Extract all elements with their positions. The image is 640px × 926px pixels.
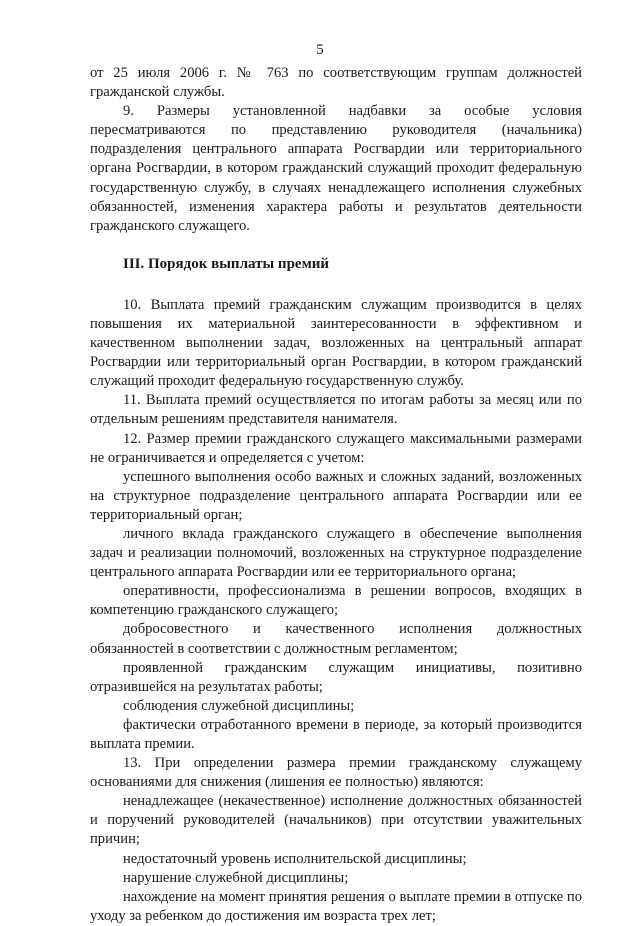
paragraph: проявленной гражданским служащим инициативы, позитивно отразившейся на результатах работы; [90, 659, 582, 695]
paragraph: 10. Выплата премий гражданским служащим производится в целях повышения их материальной заинтересованности в эффективном и качественном выполнении задач, возложенных на центральный аппарат Росгвардии или территориальный орган Росгвардии, в котором гражданский служащий проходит федеральную государственную службу. [90, 296, 582, 390]
paragraph: 13. При определении размера премии гражданскому служащему основаниями для снижения (лишения ее полностью) являются: [90, 755, 582, 791]
paragraph: соблюдения служебной дисциплины; [123, 697, 355, 714]
paragraph: 11. Выплата премий осуществляется по итогам работы за месяц или по отдельным решениям представителя нанимателя. [90, 392, 582, 428]
paragraph: ненадлежащее (некачественное) исполнение должностных обязанностей и поручений руководителей (начальников) при отсутствии уважительных причин; [90, 793, 582, 848]
paragraph: успешного выполнения особо важных и сложных заданий, возложенных на структурное подразделение центрального аппарата Росгвардии или ее территориальный орган; [90, 468, 582, 523]
page-number: 5 [316, 42, 324, 58]
paragraph: добросовестного и качественного исполнения должностных обязанностей в соответствии с должностным регламентом; [90, 621, 582, 657]
paragraph: нахождение на момент принятия решения о выплате премии в отпуске по уходу за ребенком до достижения им возраста трех лет; [90, 888, 582, 924]
document-body [90, 64, 582, 926]
paragraph: личного вклада гражданского служащего в обеспечение выполнения задач и реализации полномочий, возложенных на структурное подразделение центрального аппарата Росгвардии или ее территориального органа; [90, 525, 582, 581]
paragraph: нарушение служебной дисциплины; [123, 869, 349, 886]
paragraph: 9. Размеры установленной надбавки за особые условия пересматриваются по представлению руководителя (начальника) подразделения центрального аппарата Росгвардии или территориального органа Росгвардии, в котором гражданский служащий проходит федеральную государственную службу, в случаях ненадлежащего исполнения служебных обязанностей, изменения характера работы и результатов деятельности гражданского служащего. [90, 103, 582, 234]
section-heading: III. Порядок выплаты премий [123, 255, 330, 272]
paragraph: оперативности, профессионализма в решении вопросов, входящих в компетенцию гражданского служащего; [90, 583, 582, 619]
paragraph: фактически отработанного времени в периоде, за который производится выплата премии. [90, 716, 582, 752]
paragraph: 12. Размер премии гражданского служащего максимальными размерами не ограничивается и определяется с учетом: [90, 430, 582, 466]
paragraph: от 25 июля 2006 г. № 763 по соответствующим группам должностей гражданской службы. [90, 65, 582, 101]
paragraph: недостаточный уровень исполнительской дисциплины; [123, 850, 467, 867]
